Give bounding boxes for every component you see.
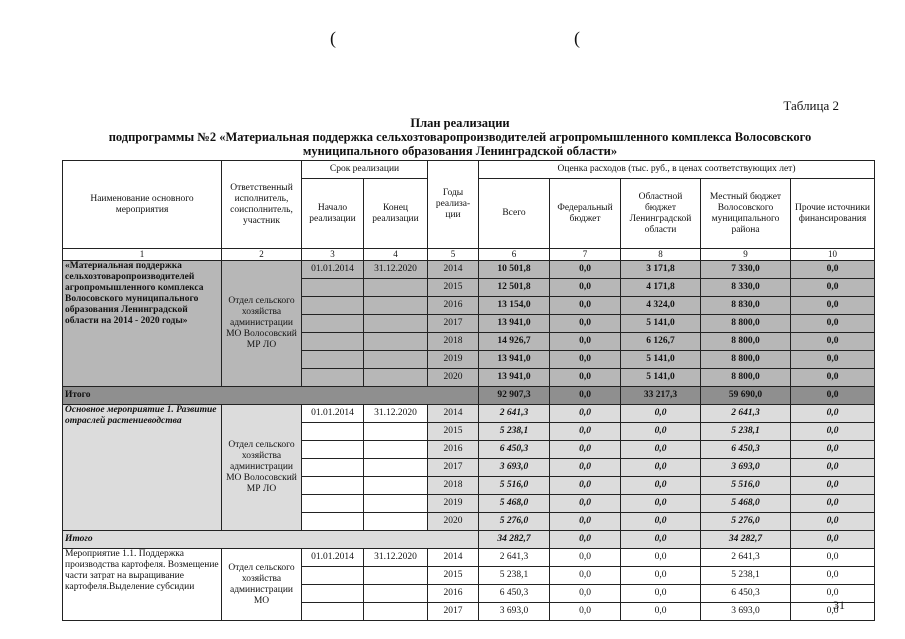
other-value: 0,0 <box>791 423 875 441</box>
regional-value: 5 141,0 <box>621 369 701 387</box>
header-ocenka: Оценка расходов (тыс. руб., в ценах соответствующих лет) <box>479 161 875 179</box>
start-date-empty <box>302 351 364 369</box>
end-date: 31.12.2020 <box>364 549 428 567</box>
title-line-3: муниципального образования Ленинградской области» <box>302 144 618 158</box>
regional-value: 0,0 <box>621 405 701 423</box>
total-value: 13 941,0 <box>479 351 550 369</box>
start-date-empty <box>302 315 364 333</box>
end-date-empty <box>364 333 428 351</box>
start-date-empty <box>302 567 364 585</box>
year-cell: 2017 <box>428 603 479 621</box>
local-value: 5 516,0 <box>701 477 791 495</box>
start-date-empty <box>302 333 364 351</box>
header-other: Прочие источники финансирования <box>791 179 875 249</box>
total-label: Итого <box>63 387 479 405</box>
total-local: 59 690,0 <box>701 387 791 405</box>
federal-value: 0,0 <box>550 603 621 621</box>
table-row <box>63 261 875 279</box>
year-cell: 2016 <box>428 585 479 603</box>
header-name: Наименование основного мероприятия <box>63 161 222 249</box>
federal-value: 0,0 <box>550 351 621 369</box>
other-value: 0,0 <box>791 333 875 351</box>
total-value: 2 641,3 <box>479 405 550 423</box>
regional-value: 0,0 <box>621 585 701 603</box>
federal-value: 0,0 <box>550 585 621 603</box>
federal-value: 0,0 <box>550 441 621 459</box>
table-label: Таблица 2 <box>783 98 839 113</box>
start-date-empty <box>302 279 364 297</box>
total-value: 5 238,1 <box>479 423 550 441</box>
year-cell: 2014 <box>428 549 479 567</box>
year-cell: 2016 <box>428 441 479 459</box>
start-date-empty <box>302 441 364 459</box>
end-date-empty <box>364 297 428 315</box>
column-number-4: 4 <box>364 249 428 261</box>
local-value: 2 641,3 <box>701 405 791 423</box>
start-date-empty <box>302 297 364 315</box>
other-value: 0,0 <box>791 369 875 387</box>
total-federal: 0,0 <box>550 531 621 549</box>
local-value: 5 468,0 <box>701 495 791 513</box>
total-value: 13 941,0 <box>479 369 550 387</box>
start-date-empty <box>302 495 364 513</box>
end-date-empty <box>364 441 428 459</box>
header-total: Всего <box>479 179 550 249</box>
year-cell: 2015 <box>428 567 479 585</box>
other-value: 0,0 <box>791 297 875 315</box>
column-number-10: 10 <box>791 249 875 261</box>
local-value: 7 330,0 <box>701 261 791 279</box>
year-cell: 2015 <box>428 279 479 297</box>
header-federal: Федеральный бюджет <box>550 179 621 249</box>
regional-value: 0,0 <box>621 549 701 567</box>
year-cell: 2018 <box>428 333 479 351</box>
regional-value: 0,0 <box>621 567 701 585</box>
year-cell: 2017 <box>428 459 479 477</box>
federal-value: 0,0 <box>550 549 621 567</box>
other-value: 0,0 <box>791 459 875 477</box>
local-value: 8 830,0 <box>701 297 791 315</box>
total-value: 13 154,0 <box>479 297 550 315</box>
federal-value: 0,0 <box>550 279 621 297</box>
total-value: 10 501,8 <box>479 261 550 279</box>
start-date-empty <box>302 369 364 387</box>
local-value: 8 800,0 <box>701 333 791 351</box>
column-number-1: 1 <box>63 249 222 261</box>
year-cell: 2014 <box>428 405 479 423</box>
paren-mark-right: ( <box>574 28 580 48</box>
federal-value: 0,0 <box>550 513 621 531</box>
column-number-7: 7 <box>550 249 621 261</box>
header-start: Начало реализации <box>302 179 364 249</box>
document-title <box>60 116 860 158</box>
end-date: 31.12.2020 <box>364 261 428 279</box>
start-date-empty <box>302 585 364 603</box>
local-value: 5 276,0 <box>701 513 791 531</box>
regional-value: 0,0 <box>621 423 701 441</box>
end-date-empty <box>364 603 428 621</box>
total-regional: 0,0 <box>621 531 701 549</box>
executor-cell: Отдел сельского хозяйства администрации МО Волосовский МР ЛО <box>222 261 302 387</box>
other-value: 0,0 <box>791 603 875 621</box>
total-local: 34 282,7 <box>701 531 791 549</box>
regional-value: 0,0 <box>621 513 701 531</box>
year-cell: 2019 <box>428 495 479 513</box>
other-value: 0,0 <box>791 549 875 567</box>
end-date-empty <box>364 585 428 603</box>
page-number: 31 <box>833 598 845 612</box>
column-number-5: 5 <box>428 249 479 261</box>
end-date-empty <box>364 477 428 495</box>
executor-cell: Отдел сельского хозяйства администрации МО Волосовский МР ЛО <box>222 405 302 531</box>
header-regional: Областной бюджет Ленинградской области <box>621 179 701 249</box>
executor-cell: Отдел сельского хозяйства администрации МО <box>222 549 302 621</box>
table-row <box>63 405 875 423</box>
start-date-empty <box>302 423 364 441</box>
total-other: 0,0 <box>791 531 875 549</box>
column-number-2: 2 <box>222 249 302 261</box>
total-value: 6 450,3 <box>479 585 550 603</box>
column-number-8: 8 <box>621 249 701 261</box>
start-date: 01.01.2014 <box>302 261 364 279</box>
regional-value: 4 171,8 <box>621 279 701 297</box>
local-value: 6 450,3 <box>701 585 791 603</box>
start-date: 01.01.2014 <box>302 405 364 423</box>
header-years: Годы реализа-ции <box>428 161 479 249</box>
total-federal: 0,0 <box>550 387 621 405</box>
start-date-empty <box>302 513 364 531</box>
total-value: 5 276,0 <box>479 513 550 531</box>
total-regional: 33 217,3 <box>621 387 701 405</box>
year-cell: 2015 <box>428 423 479 441</box>
local-value: 6 450,3 <box>701 441 791 459</box>
other-value: 0,0 <box>791 477 875 495</box>
column-number-9: 9 <box>701 249 791 261</box>
title-line-1: План реализации <box>410 116 510 130</box>
federal-value: 0,0 <box>550 297 621 315</box>
total-value: 13 941,0 <box>479 315 550 333</box>
local-value: 8 800,0 <box>701 369 791 387</box>
total-value: 5 238,1 <box>479 567 550 585</box>
regional-value: 0,0 <box>621 477 701 495</box>
regional-value: 0,0 <box>621 441 701 459</box>
end-date-empty <box>364 315 428 333</box>
federal-value: 0,0 <box>550 261 621 279</box>
total-sum: 34 282,7 <box>479 531 550 549</box>
other-value: 0,0 <box>791 567 875 585</box>
local-value: 8 330,0 <box>701 279 791 297</box>
federal-value: 0,0 <box>550 495 621 513</box>
total-sum: 92 907,3 <box>479 387 550 405</box>
total-other: 0,0 <box>791 387 875 405</box>
end-date-empty <box>364 351 428 369</box>
other-value: 0,0 <box>791 405 875 423</box>
end-date-empty <box>364 369 428 387</box>
total-value: 5 468,0 <box>479 495 550 513</box>
table-row <box>63 549 875 567</box>
regional-value: 3 171,8 <box>621 261 701 279</box>
end-date-empty <box>364 495 428 513</box>
other-value: 0,0 <box>791 585 875 603</box>
total-value: 5 516,0 <box>479 477 550 495</box>
other-value: 0,0 <box>791 351 875 369</box>
other-value: 0,0 <box>791 441 875 459</box>
start-date-empty <box>302 459 364 477</box>
end-date-empty <box>364 567 428 585</box>
regional-value: 0,0 <box>621 495 701 513</box>
total-value: 2 641,3 <box>479 549 550 567</box>
local-value: 5 238,1 <box>701 567 791 585</box>
header-local: Местный бюджет Волосовского муниципального района <box>701 179 791 249</box>
federal-value: 0,0 <box>550 423 621 441</box>
plan-table <box>62 160 875 621</box>
total-row <box>63 531 875 549</box>
federal-value: 0,0 <box>550 369 621 387</box>
year-cell: 2016 <box>428 297 479 315</box>
federal-value: 0,0 <box>550 333 621 351</box>
federal-value: 0,0 <box>550 315 621 333</box>
start-date-empty <box>302 477 364 495</box>
paren-mark-left: ( <box>330 28 336 48</box>
other-value: 0,0 <box>791 261 875 279</box>
title-line-2: подпрограммы №2 «Материальная поддержка сельхозтоваропроизводителей агропромышленного комплекса Волосовского <box>108 130 812 144</box>
total-value: 6 450,3 <box>479 441 550 459</box>
start-date: 01.01.2014 <box>302 549 364 567</box>
activity-name: Основное мероприятие 1. Развитие отраслей растениеводства <box>63 405 222 531</box>
year-cell: 2017 <box>428 315 479 333</box>
total-value: 12 501,8 <box>479 279 550 297</box>
federal-value: 0,0 <box>550 567 621 585</box>
local-value: 5 238,1 <box>701 423 791 441</box>
total-value: 14 926,7 <box>479 333 550 351</box>
local-value: 3 693,0 <box>701 459 791 477</box>
local-value: 2 641,3 <box>701 549 791 567</box>
regional-value: 5 141,0 <box>621 351 701 369</box>
header-srok: Срок реализации <box>302 161 428 179</box>
total-value: 3 693,0 <box>479 603 550 621</box>
total-row <box>63 387 875 405</box>
end-date-empty <box>364 459 428 477</box>
end-date-empty <box>364 513 428 531</box>
year-cell: 2018 <box>428 477 479 495</box>
regional-value: 5 141,0 <box>621 315 701 333</box>
regional-value: 0,0 <box>621 459 701 477</box>
regional-value: 6 126,7 <box>621 333 701 351</box>
header-executor: Ответственный исполнитель, соисполнитель, участник <box>222 161 302 249</box>
local-value: 3 693,0 <box>701 603 791 621</box>
total-value: 3 693,0 <box>479 459 550 477</box>
header-end: Конец реализации <box>364 179 428 249</box>
year-cell: 2019 <box>428 351 479 369</box>
total-label: Итого <box>63 531 479 549</box>
activity-name: «Материальная поддержка сельхозтоваропроизводителей агропромышленного комплекса Волосовского муниципального образования Ленинградской области на 2014 - 2020 годы» <box>63 261 222 387</box>
federal-value: 0,0 <box>550 405 621 423</box>
year-cell: 2020 <box>428 513 479 531</box>
other-value: 0,0 <box>791 279 875 297</box>
regional-value: 4 324,0 <box>621 297 701 315</box>
column-number-3: 3 <box>302 249 364 261</box>
year-cell: 2020 <box>428 369 479 387</box>
start-date-empty <box>302 603 364 621</box>
regional-value: 0,0 <box>621 603 701 621</box>
other-value: 0,0 <box>791 495 875 513</box>
column-number-6: 6 <box>479 249 550 261</box>
other-value: 0,0 <box>791 315 875 333</box>
end-date: 31.12.2020 <box>364 405 428 423</box>
end-date-empty <box>364 279 428 297</box>
federal-value: 0,0 <box>550 459 621 477</box>
end-date-empty <box>364 423 428 441</box>
local-value: 8 800,0 <box>701 315 791 333</box>
local-value: 8 800,0 <box>701 351 791 369</box>
activity-name: Мероприятие 1.1. Поддержка производства картофеля. Возмещение части затрат на выращивание картофеля.Выделение субсидии <box>63 549 222 621</box>
year-cell: 2014 <box>428 261 479 279</box>
other-value: 0,0 <box>791 513 875 531</box>
federal-value: 0,0 <box>550 477 621 495</box>
